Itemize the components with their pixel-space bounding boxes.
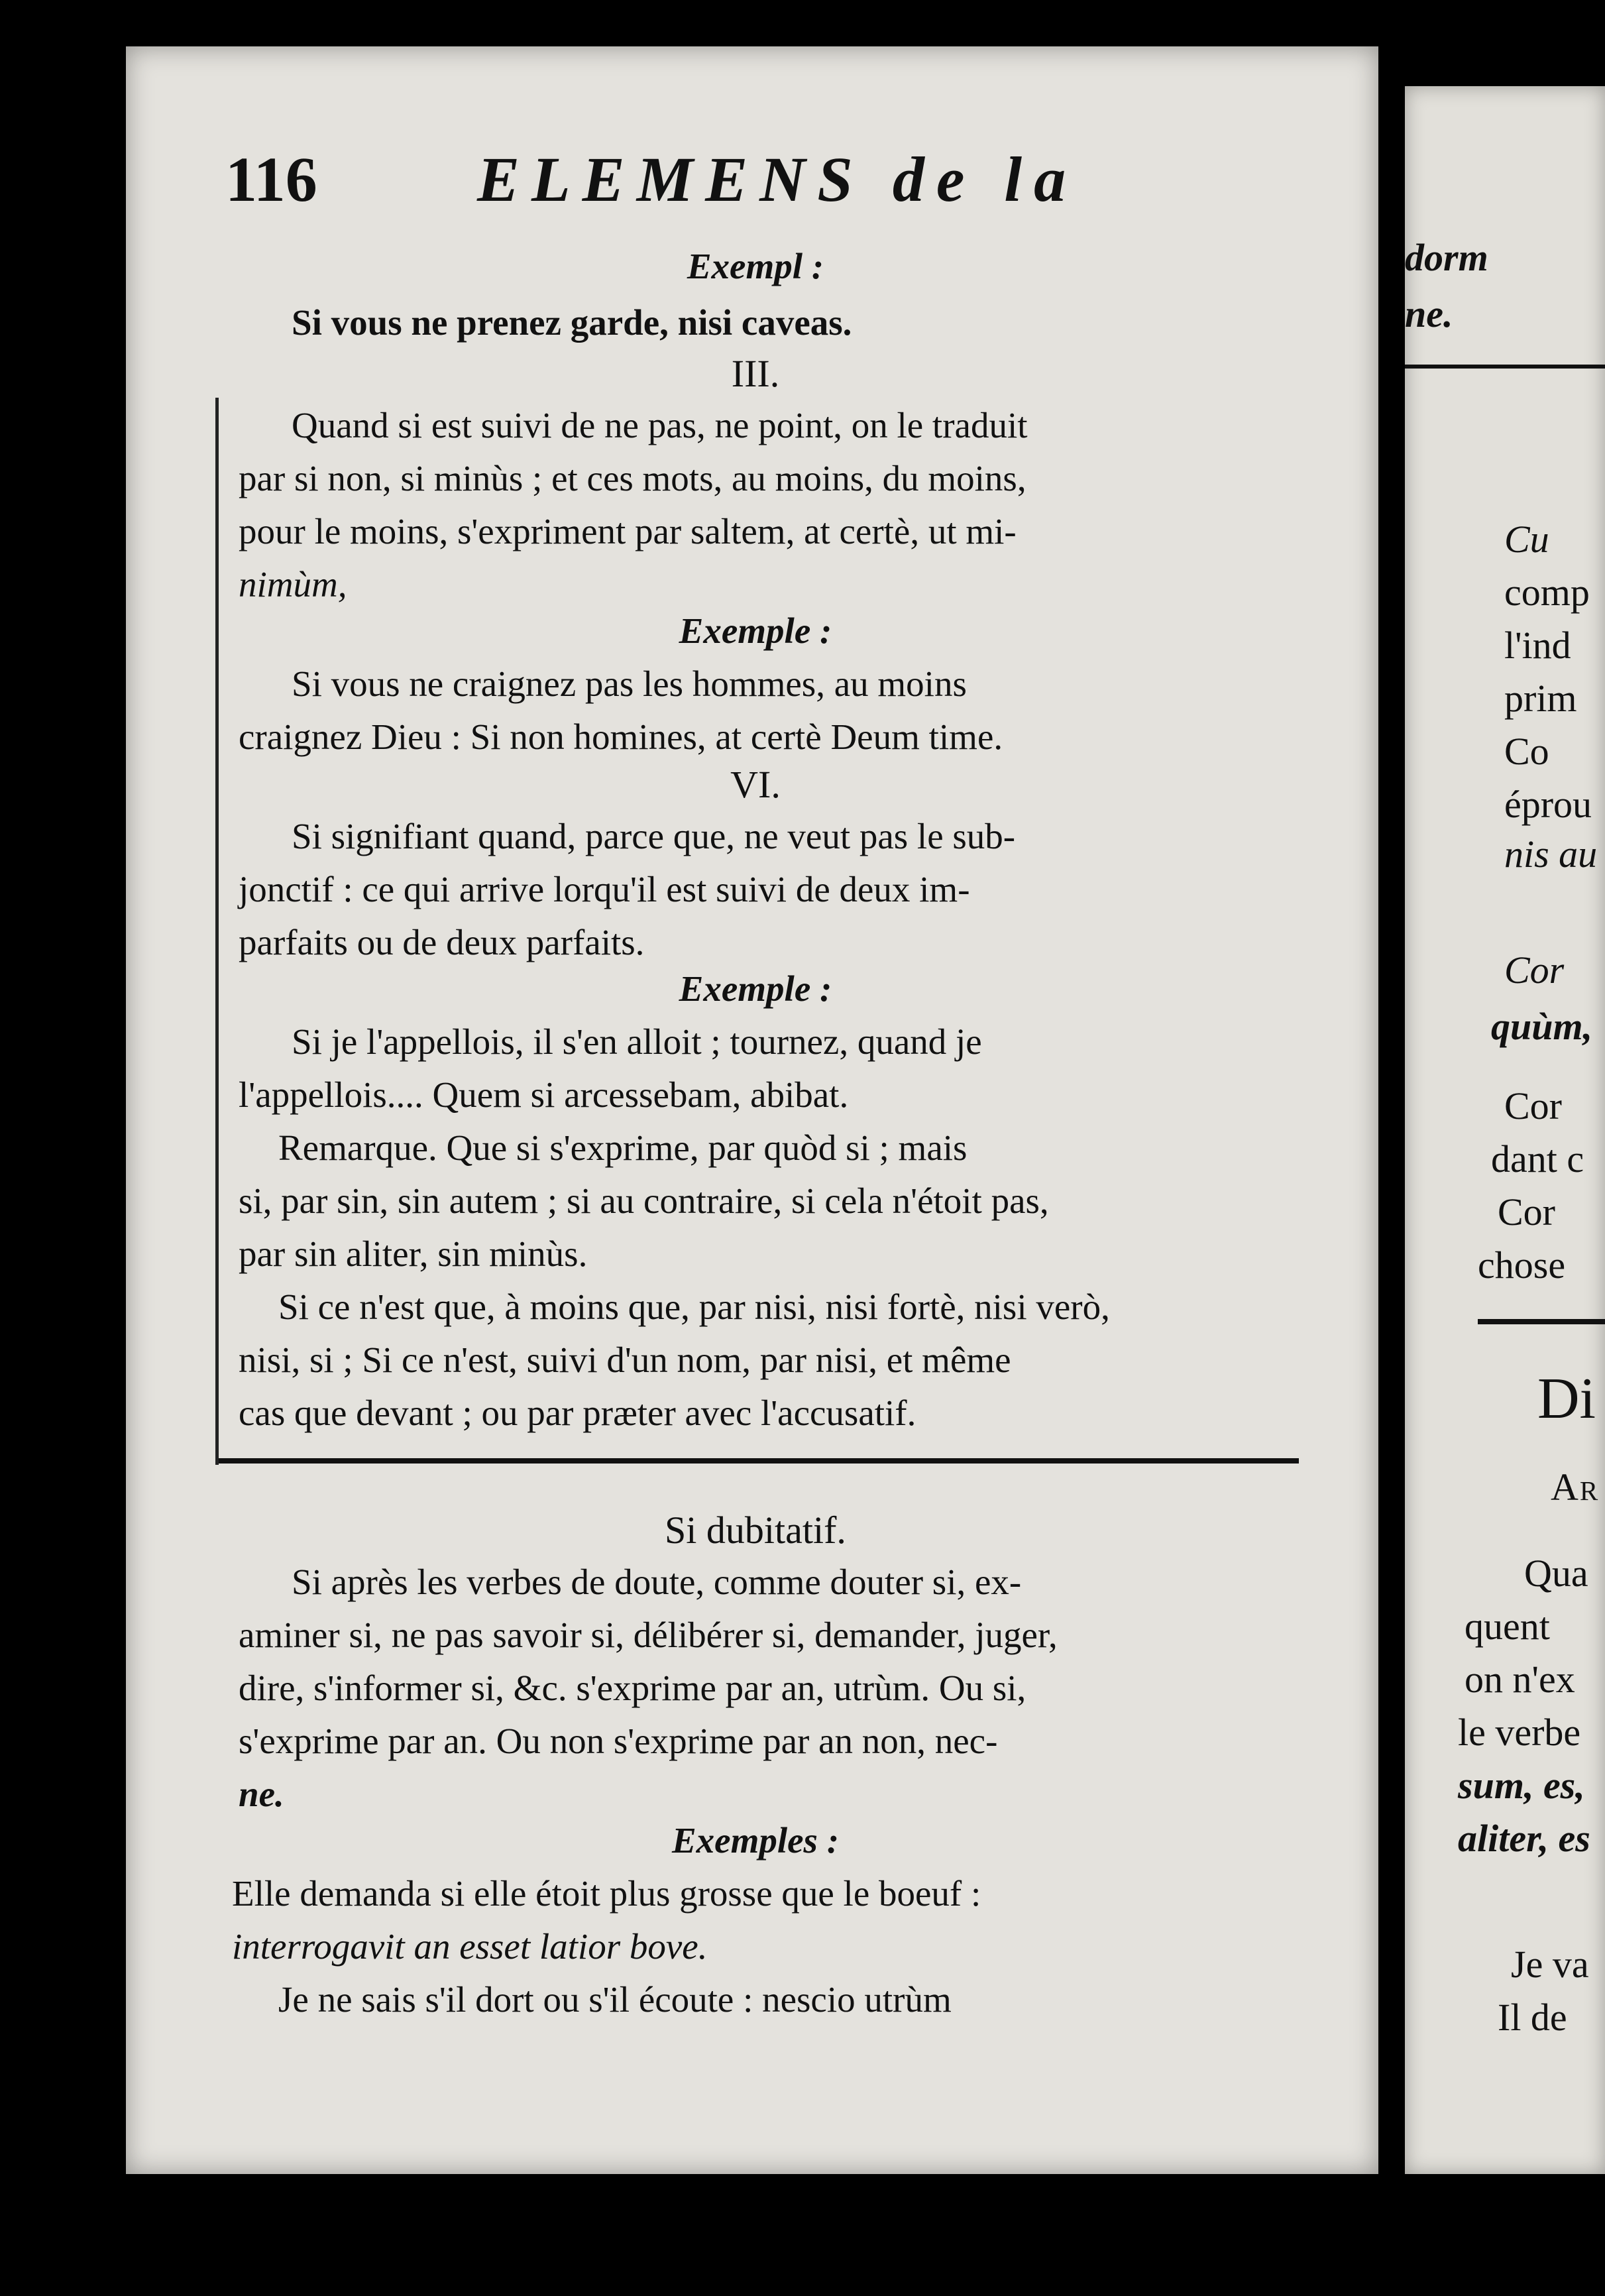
right-line: Cor: [1504, 948, 1565, 992]
example-line: Si je l'appellois, il s'en alloit ; tournez, quand je: [292, 1021, 982, 1062]
section-heading: Si dubitatif.: [665, 1509, 846, 1552]
right-line: aliter, es: [1458, 1817, 1590, 1860]
right-line: quent: [1465, 1605, 1550, 1648]
example-line: l'appellois.... Quem si arcessebam, abibat.: [239, 1074, 849, 1115]
right-line: Il de: [1498, 1996, 1567, 2039]
example-line: interrogavit an esset latior bove.: [232, 1926, 708, 1967]
right-line: quùm,: [1491, 1005, 1593, 1048]
right-line: nis au: [1504, 832, 1598, 876]
book-gutter: [1378, 0, 1405, 2296]
text-line: jonctif : ce qui arrive lorqu'il est suivi de deux im-: [239, 869, 970, 909]
text-line: s'exprime par an. Ou non s'exprime par an non, nec-: [239, 1721, 998, 1761]
right-rule: [1405, 365, 1605, 369]
right-line: Cu: [1504, 518, 1549, 561]
remarque-line: Si ce n'est que, à moins que, par nisi, nisi fortè, nisi verò,: [278, 1287, 1110, 1327]
right-line: l'ind: [1504, 624, 1571, 667]
example-label: Exemple :: [679, 610, 832, 651]
text-line: aminer si, ne pas savoir si, délibérer si, demander, juger,: [239, 1615, 1058, 1655]
text-line: Si après les verbes de doute, comme douter si, ex-: [292, 1562, 1022, 1602]
right-line: Je va: [1511, 1943, 1589, 1986]
right-line: dorm: [1405, 236, 1488, 279]
margin-line: [215, 398, 219, 1465]
section-rule: [219, 1458, 1299, 1464]
text-line: parfaits ou de deux parfaits.: [239, 922, 645, 962]
example-line: Si vous ne craignez pas les hommes, au moins: [292, 663, 967, 704]
page-number: 116: [225, 144, 317, 215]
right-line: Qua: [1524, 1552, 1588, 1595]
section-numeral: VI.: [730, 763, 781, 806]
remarque-line: par sin aliter, sin minùs.: [239, 1234, 588, 1274]
remarque-line: si, par sin, sin autem ; si au contraire, si cela n'étoit pas,: [239, 1180, 1049, 1221]
text-line: dire, s'informer si, &c. s'exprime par an, utrùm. Ou si,: [239, 1668, 1026, 1708]
right-line: Ar: [1551, 1465, 1600, 1509]
right-line: sum, es,: [1458, 1764, 1585, 1807]
right-line: comp: [1504, 571, 1590, 614]
remarque-line: cas que devant ; ou par præter avec l'accusatif.: [239, 1393, 916, 1433]
example-label: Exempl :: [687, 246, 824, 286]
right-line: Cor: [1504, 1084, 1562, 1127]
right-line: le verbe: [1458, 1711, 1581, 1754]
text-line: pour le moins, s'expriment par saltem, at certè, ut mi-: [239, 511, 1017, 551]
right-line: dant c: [1491, 1137, 1584, 1180]
section-numeral: III.: [731, 352, 780, 395]
text-line: nimùm,: [239, 564, 347, 604]
right-rule: [1478, 1319, 1605, 1324]
example-line: Je ne sais s'il dort ou s'il écoute : nescio utrùm: [278, 1979, 952, 2020]
right-line: prim: [1504, 677, 1577, 720]
example-line: Si vous ne prenez garde, nisi caveas.: [292, 302, 852, 343]
example-line: craignez Dieu : Si non homines, at certè Deum time.: [239, 717, 1003, 757]
right-line: on n'ex: [1465, 1658, 1575, 1701]
running-title: ELEMENS de la: [477, 144, 1078, 215]
example-label: Exemples :: [671, 1820, 840, 1861]
text-line: ne.: [239, 1774, 284, 1814]
right-line: Co: [1504, 730, 1549, 773]
text-line: Quand si est suivi de ne pas, ne point, on le traduit: [292, 405, 1028, 445]
example-line: Elle demanda si elle étoit plus grosse que le boeuf :: [232, 1873, 981, 1914]
example-label: Exemple :: [679, 968, 832, 1009]
right-line: éprou: [1504, 783, 1592, 826]
right-line: Di: [1537, 1367, 1596, 1431]
remarque-line: Remarque. Que si s'exprime, par quòd si ; mais: [278, 1127, 968, 1168]
text-line: par si non, si minùs ; et ces mots, au moins, du moins,: [239, 458, 1026, 498]
text-line: Si signifiant quand, parce que, ne veut pas le sub-: [292, 816, 1016, 856]
right-page: [1405, 86, 1605, 2174]
right-line: ne.: [1405, 292, 1453, 335]
right-line: Cor: [1498, 1190, 1555, 1234]
remarque-line: nisi, si ; Si ce n'est, suivi d'un nom, par nisi, et même: [239, 1340, 1011, 1380]
right-line: chose: [1478, 1243, 1566, 1287]
